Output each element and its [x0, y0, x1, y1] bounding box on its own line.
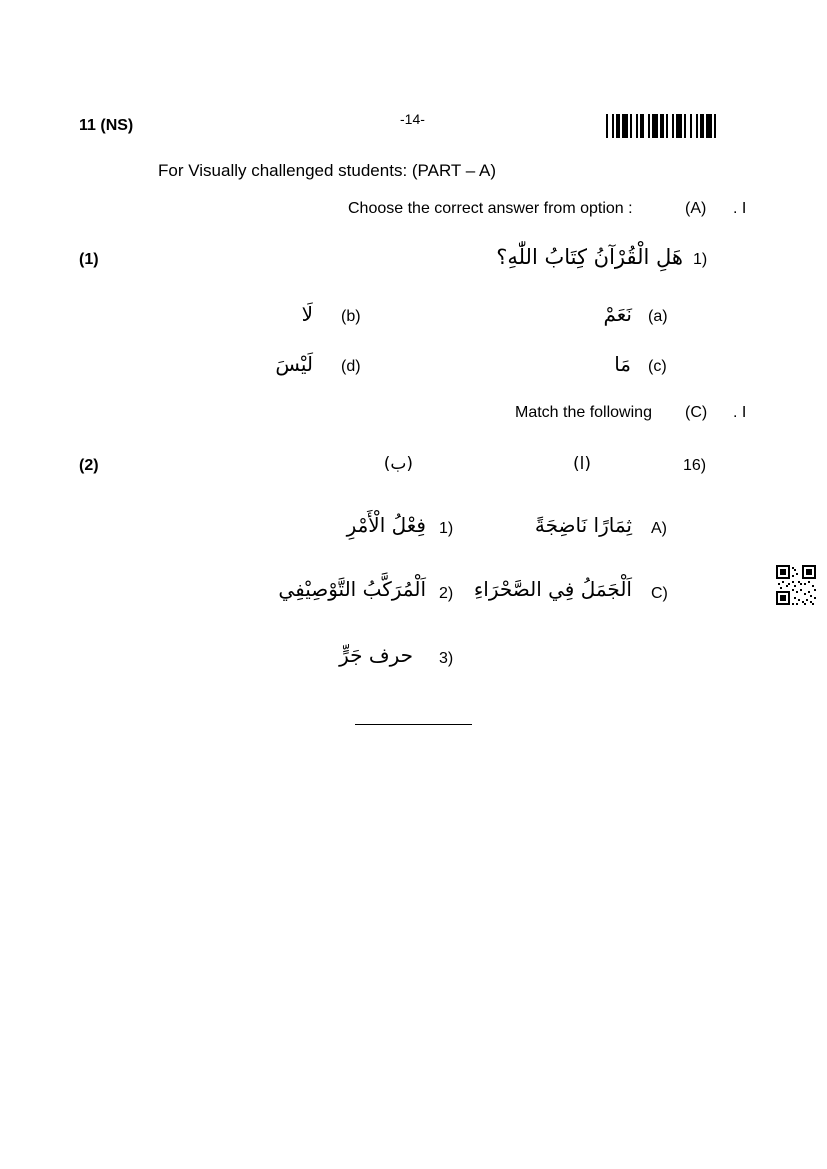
section-title: For Visually challenged students: (PART – A)	[158, 161, 496, 180]
q1-number: 1)	[693, 251, 708, 268]
col-b-item-1-text: فِعْلُ الْأَمْرِ	[346, 513, 426, 537]
part-c-instruction: Match the following	[515, 404, 652, 421]
col-a-item-A-label: A)	[651, 520, 667, 537]
option-c-text: مَا	[614, 352, 631, 376]
option-d-text: لَيْسَ	[275, 352, 313, 376]
part-c-roman: . I	[733, 404, 747, 421]
end-rule	[355, 724, 472, 725]
part-a-roman: . I	[733, 200, 747, 217]
col-a-header: (ا)	[573, 454, 591, 474]
option-b-text: لَا	[301, 302, 313, 326]
option-a-text: نَعَمْ	[603, 302, 632, 326]
col-b-item-3-text: حرف جَرٍّ	[339, 643, 413, 667]
col-a-item-C-label: C)	[651, 585, 668, 602]
qr-code-icon	[776, 565, 816, 605]
col-b-item-2-text: اَلْمُرَكَّبُ التَّوْصِيْفِي	[278, 577, 426, 601]
part-c-letter: (C)	[685, 404, 708, 421]
col-b-header: (ب)	[383, 454, 413, 474]
col-a-item-C-text: اَلْجَمَلُ فِي الصَّحْرَاءِ	[473, 577, 632, 601]
option-b-label: (b)	[341, 308, 361, 325]
paper-code: 11 (NS)	[79, 117, 134, 134]
q16-number: 16)	[683, 457, 707, 474]
q16-marks: (2)	[79, 457, 99, 474]
col-b-item-2-label: 2)	[439, 585, 454, 602]
col-a-item-A-text: ثِمَارًا نَاضِجَةً	[534, 513, 632, 537]
option-a-label: (a)	[648, 308, 668, 325]
q1-question: هَلِ الْقُرْآنُ كِتَابُ اللّٰهِ؟	[496, 245, 683, 269]
barcode-icon	[606, 114, 746, 138]
page-number: -14-	[400, 111, 425, 127]
col-b-item-3-label: 3)	[439, 650, 454, 667]
part-a-letter: (A)	[685, 200, 707, 217]
option-d-label: (d)	[341, 358, 361, 375]
part-a-instruction: Choose the correct answer from option :	[348, 200, 633, 217]
option-c-label: (c)	[648, 358, 667, 375]
q1-marks: (1)	[79, 251, 99, 268]
col-b-item-1-label: 1)	[439, 520, 454, 537]
